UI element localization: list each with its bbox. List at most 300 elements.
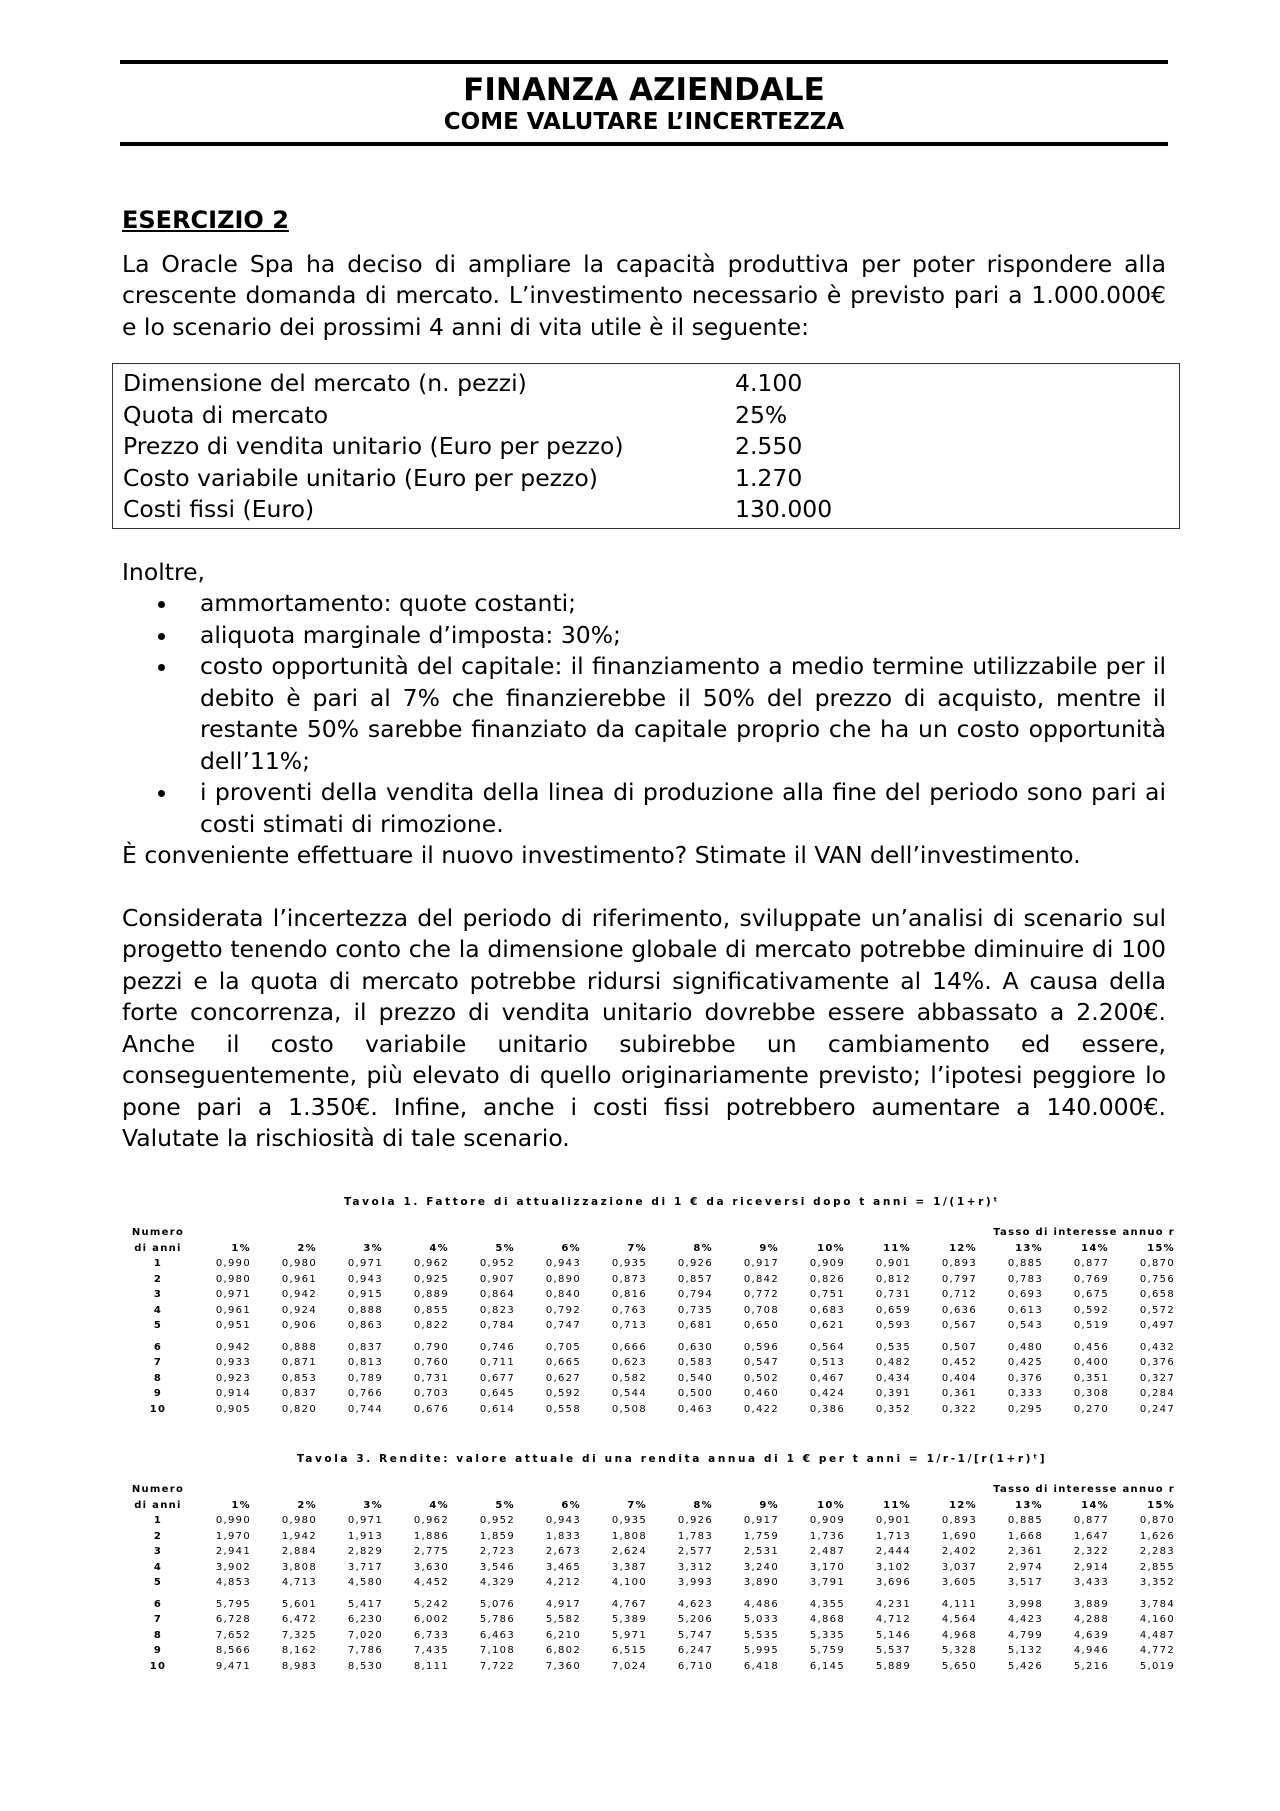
list-item bbox=[200, 651, 1166, 777]
value-cell: 5,242 bbox=[413, 1598, 449, 1610]
row-header-label: Numero bbox=[131, 1484, 185, 1496]
table-header-row bbox=[130, 1225, 1175, 1241]
table-row bbox=[130, 1386, 1175, 1402]
value-cell: 0,893 bbox=[941, 1515, 977, 1527]
value-cell: 4,564 bbox=[941, 1614, 977, 1626]
value-cell: 0,890 bbox=[545, 1273, 581, 1285]
assumptions-list bbox=[122, 588, 1166, 840]
value-cell: 0,924 bbox=[281, 1304, 317, 1316]
bullet-icon bbox=[158, 664, 165, 671]
value-cell: 0,942 bbox=[281, 1289, 317, 1301]
value-cell: 3,352 bbox=[1139, 1577, 1175, 1589]
value-cell: 0,760 bbox=[413, 1357, 449, 1369]
value-cell: 5,328 bbox=[941, 1645, 977, 1657]
column-header: 15% bbox=[1147, 1242, 1175, 1254]
value-cell: 2,577 bbox=[677, 1546, 713, 1558]
value-cell: 0,823 bbox=[479, 1304, 515, 1316]
value-cell: 5,417 bbox=[347, 1598, 383, 1610]
value-cell: 4,100 bbox=[611, 1577, 647, 1589]
value-cell: 0,543 bbox=[1007, 1320, 1043, 1332]
table-row bbox=[130, 1560, 1175, 1576]
value-cell: 3,240 bbox=[743, 1561, 779, 1573]
value-cell: 6,145 bbox=[809, 1660, 845, 1672]
value-cell: 5,650 bbox=[941, 1660, 977, 1672]
scenario-value: 2.550 bbox=[735, 432, 803, 460]
column-header: 3% bbox=[363, 1242, 383, 1254]
year-cell: 4 bbox=[153, 1304, 163, 1316]
year-cell: 6 bbox=[153, 1598, 163, 1610]
column-header: 8% bbox=[693, 1499, 713, 1511]
list-item-text: costo opportunità del capitale: il finanziamento a medio termine utilizzabile per il debito è pari al 7% che finanzierebbe il 50% del prezzo di acquisto, mentre il restante 50% sarebbe finanziato da capitale proprio che ha un costo opportunità dell’11%; bbox=[200, 652, 1166, 775]
value-cell: 0,980 bbox=[281, 1515, 317, 1527]
value-cell: 5,019 bbox=[1139, 1660, 1175, 1672]
value-cell: 2,487 bbox=[809, 1546, 845, 1558]
value-cell: 0,558 bbox=[545, 1403, 581, 1415]
value-cell: 0,351 bbox=[1073, 1372, 1109, 1384]
value-cell: 0,614 bbox=[479, 1403, 515, 1415]
value-cell: 5,795 bbox=[215, 1598, 251, 1610]
value-cell: 1,913 bbox=[347, 1530, 383, 1542]
value-cell: 0,519 bbox=[1073, 1320, 1109, 1332]
column-header: 11% bbox=[883, 1242, 911, 1254]
value-cell: 0,933 bbox=[215, 1357, 251, 1369]
value-cell: 0,962 bbox=[413, 1515, 449, 1527]
value-cell: 4,212 bbox=[545, 1577, 581, 1589]
year-cell: 5 bbox=[153, 1577, 163, 1589]
value-cell: 0,322 bbox=[941, 1403, 977, 1415]
value-cell: 3,890 bbox=[743, 1577, 779, 1589]
value-cell: 2,673 bbox=[545, 1546, 581, 1558]
value-cell: 0,361 bbox=[941, 1388, 977, 1400]
year-cell: 7 bbox=[153, 1357, 163, 1369]
table-row bbox=[130, 1659, 1175, 1675]
value-cell: 0,783 bbox=[1007, 1273, 1043, 1285]
value-cell: 0,822 bbox=[413, 1320, 449, 1332]
value-cell: 2,941 bbox=[215, 1546, 251, 1558]
value-cell: 0,535 bbox=[875, 1341, 911, 1353]
value-cell: 9,471 bbox=[215, 1660, 251, 1672]
header-top-rule bbox=[120, 60, 1168, 64]
table-row bbox=[130, 1272, 1175, 1288]
year-cell: 3 bbox=[153, 1289, 163, 1301]
value-cell: 0,885 bbox=[1007, 1515, 1043, 1527]
value-cell: 1,668 bbox=[1007, 1530, 1043, 1542]
value-cell: 1,783 bbox=[677, 1530, 713, 1542]
value-cell: 6,472 bbox=[281, 1614, 317, 1626]
column-header: 5% bbox=[495, 1499, 515, 1511]
column-header: 3% bbox=[363, 1499, 383, 1511]
value-cell: 0,915 bbox=[347, 1289, 383, 1301]
bullet-icon bbox=[158, 633, 165, 640]
value-cell: 0,645 bbox=[479, 1388, 515, 1400]
table-header-row bbox=[130, 1241, 1175, 1257]
table-row bbox=[130, 1544, 1175, 1560]
column-header: 9% bbox=[759, 1499, 779, 1511]
value-cell: 0,333 bbox=[1007, 1388, 1043, 1400]
column-header: 12% bbox=[949, 1499, 977, 1511]
value-cell: 1,970 bbox=[215, 1530, 251, 1542]
value-cell: 2,829 bbox=[347, 1546, 383, 1558]
value-cell: 0,308 bbox=[1073, 1388, 1109, 1400]
value-cell: 7,325 bbox=[281, 1629, 317, 1641]
value-cell: 0,935 bbox=[611, 1515, 647, 1527]
value-cell: 5,759 bbox=[809, 1645, 845, 1657]
value-cell: 5,537 bbox=[875, 1645, 911, 1657]
value-cell: 2,322 bbox=[1073, 1546, 1109, 1558]
value-cell: 0,352 bbox=[875, 1403, 911, 1415]
column-header: 14% bbox=[1081, 1242, 1109, 1254]
value-cell: 3,993 bbox=[677, 1577, 713, 1589]
value-cell: 0,962 bbox=[413, 1258, 449, 1270]
value-cell: 0,386 bbox=[809, 1403, 845, 1415]
value-cell: 0,636 bbox=[941, 1304, 977, 1316]
value-cell: 0,914 bbox=[215, 1388, 251, 1400]
value-cell: 0,905 bbox=[215, 1403, 251, 1415]
value-cell: 5,389 bbox=[611, 1614, 647, 1626]
value-cell: 0,943 bbox=[545, 1515, 581, 1527]
value-cell: 1,808 bbox=[611, 1530, 647, 1542]
column-header: 6% bbox=[561, 1499, 581, 1511]
value-cell: 0,502 bbox=[743, 1372, 779, 1384]
value-cell: 0,864 bbox=[479, 1289, 515, 1301]
value-cell: 0,434 bbox=[875, 1372, 911, 1384]
value-cell: 0,564 bbox=[809, 1341, 845, 1353]
value-cell: 0,961 bbox=[281, 1273, 317, 1285]
value-cell: 0,926 bbox=[677, 1258, 713, 1270]
table-header-row bbox=[130, 1482, 1175, 1498]
year-cell: 2 bbox=[153, 1273, 163, 1285]
value-cell: 0,925 bbox=[413, 1273, 449, 1285]
value-cell: 6,210 bbox=[545, 1629, 581, 1641]
value-cell: 0,592 bbox=[545, 1388, 581, 1400]
value-cell: 0,567 bbox=[941, 1320, 977, 1332]
value-cell: 5,426 bbox=[1007, 1660, 1043, 1672]
value-cell: 3,808 bbox=[281, 1561, 317, 1573]
value-cell: 4,486 bbox=[743, 1598, 779, 1610]
value-cell: 7,024 bbox=[611, 1660, 647, 1672]
value-cell: 4,772 bbox=[1139, 1645, 1175, 1657]
value-cell: 4,917 bbox=[545, 1598, 581, 1610]
table-row bbox=[130, 1529, 1175, 1545]
discount-factor-table bbox=[130, 1196, 1190, 1417]
value-cell: 3,902 bbox=[215, 1561, 251, 1573]
value-cell: 8,530 bbox=[347, 1660, 383, 1672]
row-header-label: di anni bbox=[134, 1242, 182, 1254]
value-cell: 0,909 bbox=[809, 1515, 845, 1527]
column-header: 7% bbox=[627, 1242, 647, 1254]
column-header: 4% bbox=[429, 1499, 449, 1511]
table-row bbox=[130, 1256, 1175, 1272]
scenario-value: 4.100 bbox=[735, 369, 803, 397]
value-cell: 0,837 bbox=[347, 1341, 383, 1353]
value-cell: 0,683 bbox=[809, 1304, 845, 1316]
value-cell: 5,601 bbox=[281, 1598, 317, 1610]
value-cell: 0,980 bbox=[281, 1258, 317, 1270]
value-cell: 3,517 bbox=[1007, 1577, 1043, 1589]
value-cell: 4,288 bbox=[1073, 1614, 1109, 1626]
column-header: 6% bbox=[561, 1242, 581, 1254]
scenario-row bbox=[123, 431, 1169, 463]
list-item bbox=[200, 620, 1166, 652]
value-cell: 5,216 bbox=[1073, 1660, 1109, 1672]
value-cell: 3,037 bbox=[941, 1561, 977, 1573]
value-cell: 0,877 bbox=[1073, 1515, 1109, 1527]
value-cell: 0,917 bbox=[743, 1515, 779, 1527]
value-cell: 0,467 bbox=[809, 1372, 845, 1384]
value-cell: 4,111 bbox=[941, 1598, 977, 1610]
value-cell: 5,132 bbox=[1007, 1645, 1043, 1657]
value-cell: 3,784 bbox=[1139, 1598, 1175, 1610]
year-cell: 1 bbox=[153, 1258, 163, 1270]
value-cell: 0,863 bbox=[347, 1320, 383, 1332]
column-header: 13% bbox=[1015, 1242, 1043, 1254]
value-cell: 0,621 bbox=[809, 1320, 845, 1332]
value-cell: 0,666 bbox=[611, 1341, 647, 1353]
value-cell: 0,952 bbox=[479, 1515, 515, 1527]
value-cell: 0,980 bbox=[215, 1273, 251, 1285]
scenario-value: 25% bbox=[735, 400, 788, 429]
value-cell: 0,797 bbox=[941, 1273, 977, 1285]
value-cell: 1,859 bbox=[479, 1530, 515, 1542]
value-cell: 0,789 bbox=[347, 1372, 383, 1384]
value-cell: 0,784 bbox=[479, 1320, 515, 1332]
value-cell: 0,971 bbox=[347, 1258, 383, 1270]
value-cell: 4,639 bbox=[1073, 1629, 1109, 1641]
value-cell: 0,665 bbox=[545, 1357, 581, 1369]
value-cell: 0,284 bbox=[1139, 1388, 1175, 1400]
value-cell: 2,361 bbox=[1007, 1546, 1043, 1558]
inoltre-label: Inoltre, bbox=[122, 557, 206, 586]
value-cell: 4,868 bbox=[809, 1614, 845, 1626]
value-cell: 6,710 bbox=[677, 1660, 713, 1672]
value-cell: 2,402 bbox=[941, 1546, 977, 1558]
value-cell: 1,759 bbox=[743, 1530, 779, 1542]
value-cell: 0,772 bbox=[743, 1289, 779, 1301]
value-cell: 3,387 bbox=[611, 1561, 647, 1573]
value-cell: 7,108 bbox=[479, 1645, 515, 1657]
value-cell: 0,705 bbox=[545, 1341, 581, 1353]
year-cell: 9 bbox=[153, 1388, 163, 1400]
value-cell: 0,820 bbox=[281, 1403, 317, 1415]
value-cell: 6,733 bbox=[413, 1629, 449, 1641]
year-cell: 8 bbox=[153, 1629, 163, 1641]
value-cell: 0,901 bbox=[875, 1258, 911, 1270]
value-cell: 0,877 bbox=[1073, 1258, 1109, 1270]
value-cell: 0,432 bbox=[1139, 1341, 1175, 1353]
bullet-icon bbox=[158, 790, 165, 797]
value-cell: 8,162 bbox=[281, 1645, 317, 1657]
value-cell: 0,888 bbox=[281, 1341, 317, 1353]
scenario-label: Dimensione del mercato (n. pezzi) bbox=[123, 369, 527, 397]
rate-label: Tasso di interesse annuo r bbox=[993, 1227, 1175, 1239]
value-cell: 4,713 bbox=[281, 1577, 317, 1589]
column-header: 15% bbox=[1147, 1499, 1175, 1511]
value-cell: 3,170 bbox=[809, 1561, 845, 1573]
value-cell: 0,935 bbox=[611, 1258, 647, 1270]
value-cell: 0,812 bbox=[875, 1273, 911, 1285]
value-cell: 0,613 bbox=[1007, 1304, 1043, 1316]
column-header: 2% bbox=[297, 1499, 317, 1511]
value-cell: 0,909 bbox=[809, 1258, 845, 1270]
value-cell: 4,329 bbox=[479, 1577, 515, 1589]
exercise-body bbox=[122, 205, 1166, 1155]
value-cell: 0,327 bbox=[1139, 1372, 1175, 1384]
value-cell: 0,711 bbox=[479, 1357, 515, 1369]
value-cell: 1,690 bbox=[941, 1530, 977, 1542]
scenario-label: Prezzo di vendita unitario (Euro per pezzo) bbox=[123, 432, 624, 460]
column-header: 2% bbox=[297, 1242, 317, 1254]
rate-label: Tasso di interesse annuo r bbox=[993, 1484, 1175, 1496]
column-header: 9% bbox=[759, 1242, 779, 1254]
value-cell: 4,767 bbox=[611, 1598, 647, 1610]
scenario-row bbox=[123, 463, 1169, 495]
value-cell: 4,160 bbox=[1139, 1614, 1175, 1626]
value-cell: 2,884 bbox=[281, 1546, 317, 1558]
value-cell: 0,943 bbox=[545, 1258, 581, 1270]
list-item-text: ammortamento: quote costanti; bbox=[200, 589, 577, 617]
value-cell: 0,497 bbox=[1139, 1320, 1175, 1332]
value-cell: 0,547 bbox=[743, 1357, 779, 1369]
scenario-analysis-text: Considerata l’incertezza del periodo di riferimento, sviluppate un’analisi di scenario sul progetto tenendo conto che la dimensione globale di mercato potrebbe diminuire di 100 pezzi e la quota di mercato potrebbe ridursi significativamente al 14%. A causa della forte concorrenza, il prezzo di vendita unitario dovrebbe essere abbassato a 2.200€. Anche il costo variabile unitario subirebbe un cambiamento ed essere, conseguentemente, più elevato di quello originariamente previsto; l’ipotesi peggiore lo pone pari a 1.350€. Infine, anche i costi fissi potrebbero aumentare a 140.000€. Valutate la rischiosità di tale scenario. bbox=[122, 903, 1166, 1152]
value-cell: 0,463 bbox=[677, 1403, 713, 1415]
value-cell: 0,583 bbox=[677, 1357, 713, 1369]
value-cell: 6,247 bbox=[677, 1645, 713, 1657]
scenario-value: 1.270 bbox=[735, 463, 803, 492]
value-cell: 3,717 bbox=[347, 1561, 383, 1573]
table-row bbox=[130, 1340, 1175, 1356]
value-cell: 3,998 bbox=[1007, 1598, 1043, 1610]
value-cell: 6,515 bbox=[611, 1645, 647, 1657]
value-cell: 0,794 bbox=[677, 1289, 713, 1301]
value-cell: 0,870 bbox=[1139, 1258, 1175, 1270]
value-cell: 2,974 bbox=[1007, 1561, 1043, 1573]
value-cell: 0,889 bbox=[413, 1289, 449, 1301]
value-cell: 3,630 bbox=[413, 1561, 449, 1573]
value-cell: 0,971 bbox=[347, 1515, 383, 1527]
value-cell: 0,756 bbox=[1139, 1273, 1175, 1285]
value-cell: 0,951 bbox=[215, 1320, 251, 1332]
value-cell: 0,708 bbox=[743, 1304, 779, 1316]
column-header: 1% bbox=[231, 1499, 251, 1511]
value-cell: 0,763 bbox=[611, 1304, 647, 1316]
value-cell: 6,463 bbox=[479, 1629, 515, 1641]
value-cell: 0,731 bbox=[875, 1289, 911, 1301]
value-cell: 2,624 bbox=[611, 1546, 647, 1558]
value-cell: 6,802 bbox=[545, 1645, 581, 1657]
value-cell: 0,888 bbox=[347, 1304, 383, 1316]
year-cell: 2 bbox=[153, 1530, 163, 1542]
list-item bbox=[200, 588, 1166, 620]
value-cell: 0,712 bbox=[941, 1289, 977, 1301]
value-cell: 0,508 bbox=[611, 1403, 647, 1415]
value-cell: 0,837 bbox=[281, 1388, 317, 1400]
value-cell: 0,480 bbox=[1007, 1341, 1043, 1353]
value-cell: 5,206 bbox=[677, 1614, 713, 1626]
table-header-row bbox=[130, 1498, 1175, 1514]
value-cell: 0,247 bbox=[1139, 1403, 1175, 1415]
table-caption: Tavola 3. Rendite: valore attuale di una rendita annua di 1 € per t anni = 1/r-1/[r(1+r)ᵗ] bbox=[296, 1453, 1048, 1465]
value-cell: 4,231 bbox=[875, 1598, 911, 1610]
value-cell: 6,728 bbox=[215, 1614, 251, 1626]
value-cell: 4,968 bbox=[941, 1629, 977, 1641]
value-cell: 0,961 bbox=[215, 1304, 251, 1316]
value-cell: 0,376 bbox=[1139, 1357, 1175, 1369]
value-cell: 0,746 bbox=[479, 1341, 515, 1353]
page-header bbox=[120, 60, 1168, 146]
value-cell: 3,433 bbox=[1073, 1577, 1109, 1589]
year-cell: 6 bbox=[153, 1341, 163, 1353]
value-cell: 6,002 bbox=[413, 1614, 449, 1626]
value-cell: 0,943 bbox=[347, 1273, 383, 1285]
value-cell: 0,452 bbox=[941, 1357, 977, 1369]
value-cell: 0,906 bbox=[281, 1320, 317, 1332]
value-cell: 0,873 bbox=[611, 1273, 647, 1285]
table-row bbox=[130, 1575, 1175, 1591]
column-header: 12% bbox=[949, 1242, 977, 1254]
scenario-box bbox=[112, 363, 1180, 529]
page-title: FINANZA AZIENDALE bbox=[463, 72, 825, 108]
value-cell: 2,775 bbox=[413, 1546, 449, 1558]
value-cell: 6,230 bbox=[347, 1614, 383, 1626]
table-body bbox=[130, 1482, 1175, 1674]
value-cell: 0,990 bbox=[215, 1258, 251, 1270]
year-cell: 1 bbox=[153, 1515, 163, 1527]
column-header: 1% bbox=[231, 1242, 251, 1254]
column-header: 4% bbox=[429, 1242, 449, 1254]
table-caption: Tavola 1. Fattore di attualizzazione di 1 € da riceversi dopo t anni = 1/(1+r)ᵗ bbox=[344, 1196, 1000, 1208]
exercise-intro: La Oracle Spa ha deciso di ampliare la capacità produttiva per poter rispondere alla crescente domanda di mercato. L’investimento necessario è previsto pari a 1.000.000€ e lo scenario dei prossimi 4 anni di vita utile è il seguente: bbox=[122, 249, 1166, 341]
value-cell: 2,283 bbox=[1139, 1546, 1175, 1558]
value-cell: 0,270 bbox=[1073, 1403, 1109, 1415]
year-cell: 3 bbox=[153, 1546, 163, 1558]
exercise-title: ESERCIZIO 2 bbox=[122, 206, 289, 234]
table-row bbox=[130, 1371, 1175, 1387]
table-row bbox=[130, 1597, 1175, 1613]
value-cell: 0,544 bbox=[611, 1388, 647, 1400]
value-cell: 5,995 bbox=[743, 1645, 779, 1657]
value-cell: 4,712 bbox=[875, 1614, 911, 1626]
value-cell: 4,423 bbox=[1007, 1614, 1043, 1626]
value-cell: 0,456 bbox=[1073, 1341, 1109, 1353]
value-cell: 0,792 bbox=[545, 1304, 581, 1316]
value-cell: 3,696 bbox=[875, 1577, 911, 1589]
value-cell: 0,766 bbox=[347, 1388, 383, 1400]
value-cell: 0,769 bbox=[1073, 1273, 1109, 1285]
scenario-label: Quota di mercato bbox=[123, 400, 329, 429]
value-cell: 0,376 bbox=[1007, 1372, 1043, 1384]
column-header: 5% bbox=[495, 1242, 515, 1254]
value-cell: 0,404 bbox=[941, 1372, 977, 1384]
value-cell: 0,713 bbox=[611, 1320, 647, 1332]
value-cell: 1,886 bbox=[413, 1530, 449, 1542]
value-cell: 0,424 bbox=[809, 1388, 845, 1400]
value-cell: 8,983 bbox=[281, 1660, 317, 1672]
value-cell: 0,840 bbox=[545, 1289, 581, 1301]
value-cell: 0,971 bbox=[215, 1289, 251, 1301]
value-cell: 7,435 bbox=[413, 1645, 449, 1657]
table-row bbox=[130, 1402, 1175, 1418]
year-cell: 4 bbox=[153, 1561, 163, 1573]
value-cell: 0,917 bbox=[743, 1258, 779, 1270]
value-cell: 0,482 bbox=[875, 1357, 911, 1369]
value-cell: 0,592 bbox=[1073, 1304, 1109, 1316]
column-header: 14% bbox=[1081, 1499, 1109, 1511]
value-cell: 0,857 bbox=[677, 1273, 713, 1285]
column-header: 11% bbox=[883, 1499, 911, 1511]
value-cell: 0,942 bbox=[215, 1341, 251, 1353]
value-cell: 0,816 bbox=[611, 1289, 647, 1301]
value-cell: 0,735 bbox=[677, 1304, 713, 1316]
